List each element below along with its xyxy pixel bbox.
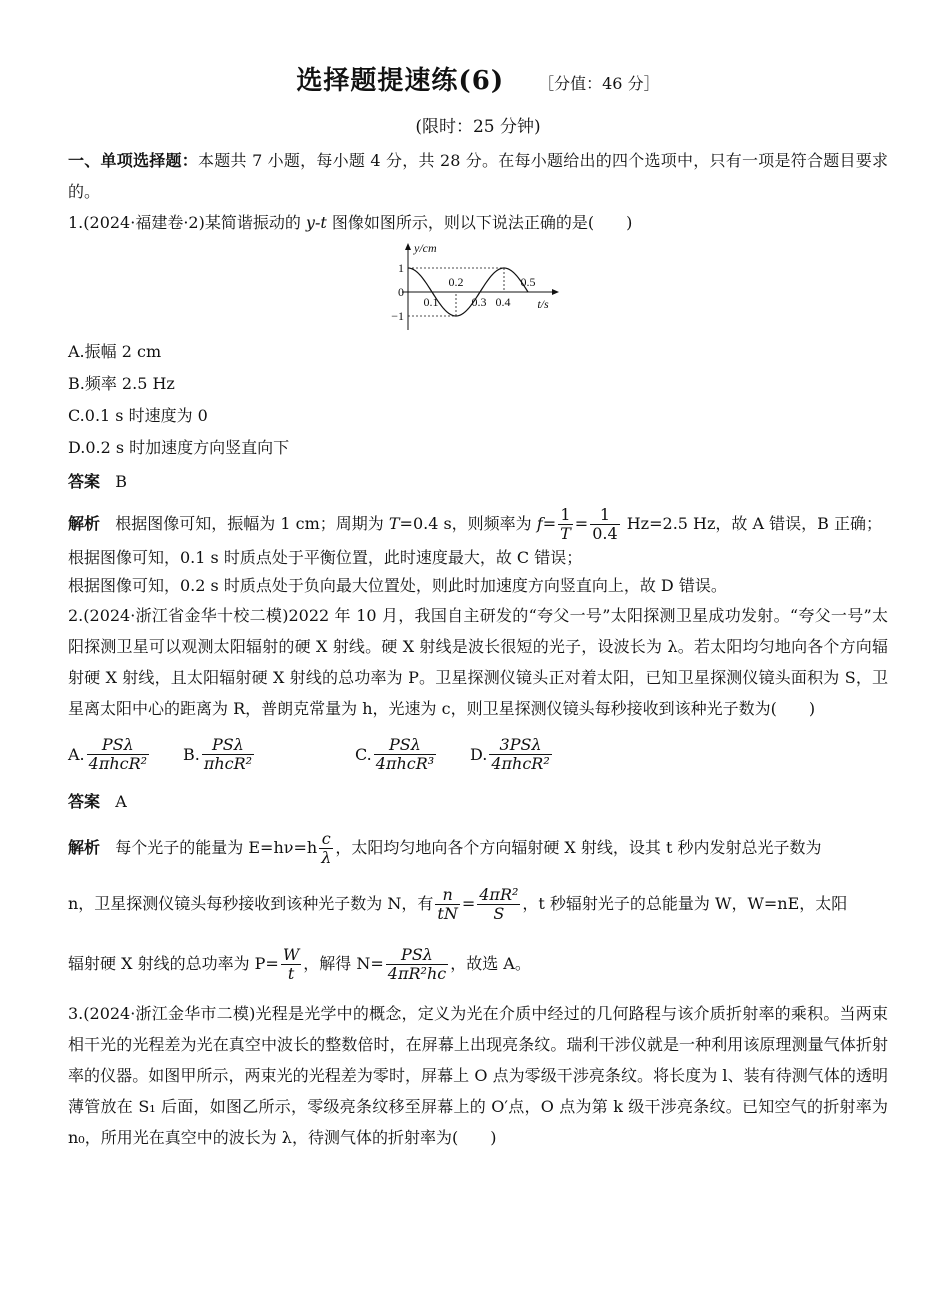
x-axis-label: t/s [537, 297, 549, 311]
analysis-label: 解析 [68, 838, 101, 857]
score-label: ［分值：46 分］ [538, 74, 660, 93]
y-tick-label: −1 [391, 309, 404, 323]
x-tick-label: 0.4 [495, 295, 511, 309]
option-fraction [374, 736, 436, 772]
option-label: B. [183, 744, 200, 764]
q1-option-c: C.0.1 s 时速度为 0 [68, 406, 208, 425]
answer-label: 答案 [68, 792, 101, 811]
answer-value: A [115, 792, 127, 811]
frac-den: t [287, 964, 295, 983]
frac-den: S [493, 904, 505, 923]
y-axis-label: y/cm [414, 242, 437, 255]
q2-option-a [68, 736, 183, 772]
frac-den: T [560, 524, 571, 543]
header [68, 60, 888, 106]
q1-option-d: D.0.2 s 时加速度方向竖直向下 [68, 438, 290, 457]
document-page [68, 60, 888, 1153]
section-desc: 本题共 7 小题，每小题 4 分，共 28 分。在每小题给出的四个选项中，只有一项是符合题目要求的。 [68, 151, 888, 201]
y-tick-label: 0 [398, 285, 404, 299]
q1-option-a: A.振幅 2 cm [68, 342, 162, 361]
q2-analysis-text: 辐射硬 X 射线的总功率为 P= [68, 954, 279, 973]
answer-label: 答案 [68, 472, 101, 491]
frac-num: 4πR² [479, 885, 519, 905]
frac-num: c [319, 830, 333, 849]
frac-num: W [282, 945, 300, 965]
option-fraction [489, 736, 551, 772]
q2-stem: 2.(2024·浙江省金华十校二模)2022 年 10 月，我国自主研发的“夸父一号”太阳探测卫星成功发射。“夸父一号”太阳探测卫星可以观测太阳辐射的硬 X 射线。硬 X 射线是波长很短的光子，设波长为 λ。若太阳均匀地向各个方向辐射硬 X 射线，且太阳辐射硬 X 射线的总功率为 P。卫星探测仪镜头正对着太阳，已知卫星探测仪镜头面积为 S，卫星离太阳中心的距离为 R，普朗克常量为 h，光速为 c，则卫星探测仪镜头每秒接收到该种光子数为( ) [68, 606, 888, 718]
q2-fraction [477, 886, 520, 922]
page-title: 选择题提速练(6) [296, 66, 505, 96]
frac-num: PSλ [202, 736, 254, 755]
option-fraction [87, 736, 149, 772]
section-intro [68, 145, 888, 207]
q2-option-c [355, 736, 470, 772]
time-limit: (限时：25 分钟) [415, 117, 541, 137]
q1-analysis-3: 根据图像可知，0.2 s 时质点处于负向最大位置处，则此时加速度方向竖直向上，故 D 错误。 [68, 576, 727, 595]
q1-stem-var: y-t [305, 213, 327, 232]
q2-analysis-1 [68, 822, 888, 874]
q1-chart [378, 242, 578, 334]
frac-den: λ [321, 848, 332, 867]
option-label: D. [470, 744, 488, 764]
q2-fraction [435, 886, 459, 922]
x-tick-label: 0.1 [423, 295, 439, 309]
frac-den: 0.4 [592, 524, 618, 543]
q2-fraction [281, 946, 301, 982]
q1-var-f: f [536, 514, 543, 533]
frac-den: 4πhcR³ [375, 753, 435, 773]
q2-option-b [183, 736, 355, 772]
option-label: A. [68, 744, 85, 764]
q2-analysis-3 [68, 934, 888, 994]
frac-num: 3PSλ [489, 736, 551, 755]
q1-answer [68, 466, 888, 498]
frac-den: 4πhcR² [491, 753, 550, 773]
analysis-label: 解析 [68, 514, 101, 533]
q1-var-T: T [388, 514, 400, 533]
q2-fraction [319, 830, 333, 866]
q1-analysis-text: Hz=2.5 Hz，故 A 错误，B 正确； [621, 514, 883, 533]
q2-fraction [386, 946, 448, 982]
q1-stem-a: 1.(2024·福建卷·2)某简谐振动的 [68, 213, 306, 232]
frac-num: PSλ [87, 736, 149, 755]
option-fraction [202, 736, 254, 772]
q2-analysis-2 [68, 874, 888, 934]
q1-analysis-text: =0.4 s，则频率为 [399, 514, 537, 533]
q2-option-d [470, 736, 554, 772]
q1-analysis-2: 根据图像可知，0.1 s 时质点处于平衡位置，此时速度最大，故 C 错误； [68, 548, 583, 567]
frac-den: 4πR²hc [387, 964, 447, 983]
frac-num: 1 [558, 506, 573, 525]
frac-den: πhcR² [203, 753, 253, 773]
x-axis-arrow [552, 289, 559, 295]
q1-eq: = [542, 514, 557, 533]
q2-analysis-text: ，太阳均匀地向各个方向辐射硬 X 射线，设其 t 秒内发射总光子数为 [335, 838, 822, 857]
q1-stem [68, 207, 888, 238]
q1-stem-b: 图像如图所示，则以下说法正确的是( ) [326, 213, 633, 232]
q2-analysis-text: ，解得 N= [303, 954, 384, 973]
frac-num: 1 [590, 506, 619, 525]
q2-eq: = [461, 894, 476, 913]
q1-option-b: B.频率 2.5 Hz [68, 374, 175, 393]
answer-value: B [115, 472, 128, 491]
q1-fraction [590, 506, 619, 542]
y-axis-arrow [405, 243, 411, 250]
frac-den: 4πhcR² [88, 753, 148, 773]
x-tick-label: 0.2 [448, 275, 464, 289]
q2-options [68, 724, 888, 784]
q1-analysis-1: 解析 根据图像可知，振幅为 1 cm；周期为 T=0.4 s，则频率为 f= $\frac{1}{T}$ = $\frac{1}{0.4}$ Hz=2.5 Hz，故 A 错误，B 正确； [68, 505, 883, 543]
x-tick-label: 0.5 [520, 275, 536, 289]
section-heading: 一、单项选择题： [68, 151, 198, 170]
q2-analysis-text: 每个光子的能量为 E=hν=h [115, 838, 318, 857]
option-label: C. [355, 744, 372, 764]
q1-fraction [558, 506, 573, 542]
frac-num: PSλ [386, 946, 448, 965]
frac-den: tN [437, 904, 458, 923]
q2-analysis-text: n，卫星探测仪镜头每秒接收到该种光子数为 N，有 [68, 894, 434, 913]
q2-answer [68, 786, 888, 818]
q1-analysis-text: 根据图像可知，振幅为 1 cm；周期为 [115, 514, 389, 533]
frac-num: n [435, 886, 459, 905]
q3-stem: 3.(2024·浙江金华市二模)光程是光学中的概念，定义为光在介质中经过的几何路程与该介质折射率的乘积。当两束相干光的光程差为光在真空中波长的整数倍时，在屏幕上出现亮条纹。瑞利干涉仪就是一种利用该原理测量气体折射率的仪器。如图甲所示，两束光的光程差为零时，屏幕上 O 点为零级干涉亮条纹。将长度为 l、装有待测气体的透明薄管放在 S₁ 后面，如图乙所示，零级亮条纹移至屏幕上的 O′点，O 点为第 k 级干涉亮条纹。已知空气的折射率为 n₀，所用光在真空中的波长为 λ，待测气体的折射率为( ) [68, 1004, 888, 1147]
q2-analysis-text: ，t 秒辐射光子的总能量为 W，W=nE，太阳 [522, 894, 848, 913]
x-tick-label: 0.3 [471, 295, 487, 309]
q2-analysis-text: ，故选 A。 [450, 954, 531, 973]
frac-num: PSλ [374, 736, 436, 755]
y-tick-label: 1 [398, 261, 404, 275]
